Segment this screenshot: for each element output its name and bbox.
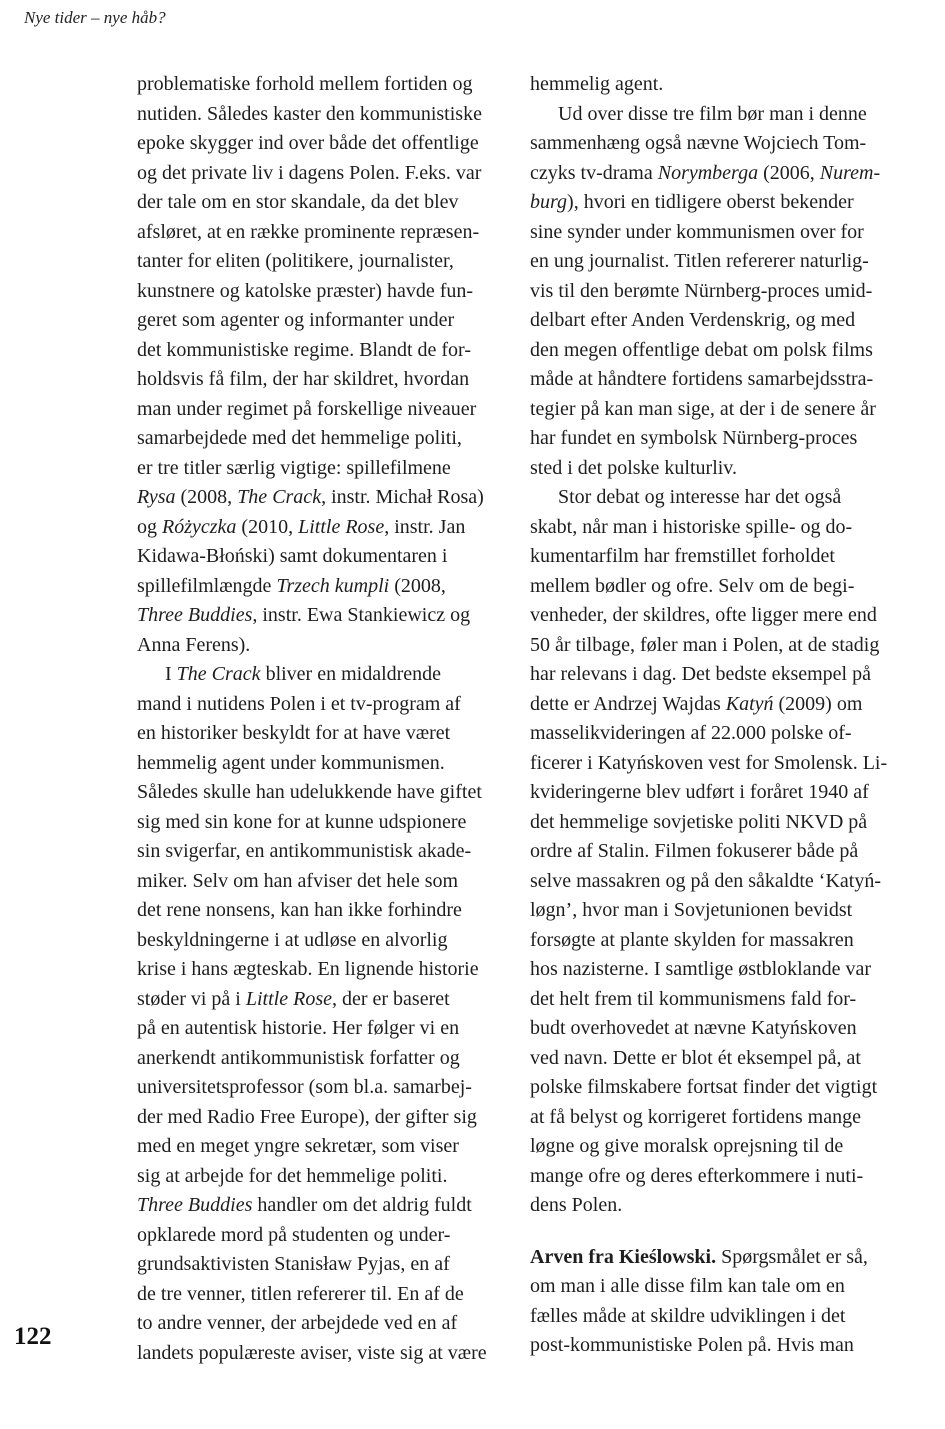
film-title: Three Buddies	[137, 604, 253, 626]
text-line: venheder, der skildres, ofte ligger mere end	[530, 604, 877, 626]
text-line: en historiker beskyldt for at have været	[137, 722, 451, 744]
film-title: Nurem-	[819, 161, 881, 184]
text-line: spillefilmlængde Trzech kumpli (2008,	[137, 574, 446, 597]
text-line: en ung journalist. Titlen refererer naturlig-	[530, 250, 869, 272]
text-line: I The Crack bliver en midaldrende	[165, 663, 442, 685]
film-title: Little Rose	[245, 987, 332, 1010]
text-line: Three Buddies handler om det aldrig fuldt	[137, 1194, 472, 1216]
text-line: skabt, når man i historiske spille- og do-	[530, 515, 853, 538]
text-line: Rysa (2008, The Crack, instr. Michał Rosa)	[137, 486, 484, 508]
text-line: de tre venner, titlen refererer til. En af de	[137, 1282, 464, 1305]
text-line: med en meget yngre sekretær, som viser	[137, 1135, 459, 1157]
text-line: to andre venner, der arbejdede ved en af	[137, 1312, 458, 1334]
text-line: 50 år tilbage, føler man i Polen, at de stadig	[530, 633, 880, 656]
text-line: den megen offentlige debat om polsk films	[530, 338, 873, 361]
text-line: fælles måde at skildre udviklingen i det	[530, 1304, 846, 1327]
text-line: sine synder under kommunismen over for	[530, 220, 864, 243]
text-line: epoke skygger ind over både det offentlige	[137, 132, 479, 154]
text-line: problematiske forhold mellem fortiden og	[137, 73, 473, 95]
text-line: landets populæreste aviser, viste sig at være	[137, 1341, 487, 1364]
text-line: Three Buddies, instr. Ewa Stankiewicz og	[137, 604, 471, 626]
text-line: det rene nonsens, kan han ikke forhindre	[137, 899, 462, 921]
text-line: polske filmskabere fortsat finder det vigtigt	[530, 1076, 878, 1098]
text-line: sig med sin kone for at kunne udspionere	[137, 810, 467, 833]
text-line: løgne og give moralsk oprejsning til de	[530, 1135, 844, 1157]
text-line: der tale om en stor skandale, da det blev	[137, 191, 459, 213]
text-line: tanter for eliten (politikere, journalister,	[137, 250, 454, 272]
text-line: sted i det polske kulturliv.	[530, 456, 738, 479]
text-line: geret som agenter og informanter under	[137, 309, 455, 331]
text-line: holdsvis få film, der har skildret, hvordan	[137, 368, 470, 390]
text-line: hemmelig agent under kommunismen.	[137, 751, 445, 774]
text-line: støder vi på i Little Rose, der er baseret	[137, 987, 450, 1010]
text-line: det hemmelige sovjetiske politi NKVD på	[530, 810, 868, 833]
page-number: 122	[14, 1323, 52, 1350]
film-title: Norymberga	[657, 161, 759, 184]
text-line: Således skulle han udelukkende have giftet	[137, 781, 482, 803]
paragraph	[137, 660, 504, 1368]
text-line: burg), hvori en tidligere oberst bekender	[530, 191, 854, 213]
text-line: post-kommunistiske Polen på. Hvis man	[530, 1334, 854, 1356]
text-line: budt overhovedet at nævne Katyńskoven	[530, 1017, 857, 1039]
text-line: beskyldningerne i at udløse en alvorlig	[137, 928, 448, 951]
text-line: på en autentisk historie. Her følger vi en	[137, 1017, 460, 1039]
text-line: Anna Ferens).	[137, 633, 251, 656]
text-line: forsøgte at plante skylden for massakren	[530, 928, 854, 951]
text-line: universitetsprofessor (som bl.a. samarbej-	[137, 1076, 472, 1098]
text-line: sammenhæng også nævne Wojciech Tom-	[530, 132, 867, 154]
text-line: hemmelig agent.	[530, 73, 664, 95]
text-line: er tre titler særlig vigtige: spillefilmene	[137, 456, 451, 479]
film-title: Three Buddies	[137, 1194, 253, 1216]
text-line: ordre af Stalin. Filmen fokuserer både på	[530, 840, 859, 862]
running-header: Nye tider – nye håb?	[24, 8, 166, 27]
text-line: sig at arbejde for det hemmelige politi.	[137, 1164, 448, 1187]
text-line: og Różyczka (2010, Little Rose, instr. Jan	[137, 515, 466, 538]
text-line: nutiden. Således kaster den kommunistiske	[137, 102, 482, 125]
text-line: masselikvideringen af 22.000 polske of-	[530, 722, 852, 744]
text-line: delbart efter Anden Verdenskrig, og med	[530, 309, 856, 331]
film-title: Katyń	[725, 692, 774, 715]
text-line: det kommunistiske regime. Blandt de for-	[137, 338, 471, 361]
text-line: hos nazisterne. I samtlige østbloklande var	[530, 958, 872, 980]
text-line: czyks tv-drama Norymberga (2006, Nurem-	[530, 161, 881, 184]
text-line: opklarede mord på studenten og under-	[137, 1223, 451, 1246]
text-line: Stor debat og interesse har det også	[558, 486, 842, 508]
text-line: har relevans i dag. Det bedste eksempel på	[530, 663, 871, 685]
film-title: Trzech kumpli	[276, 574, 390, 597]
text-line: at få belyst og korrigeret fortidens mange	[530, 1105, 861, 1128]
text-line: tegier på kan man sige, at der i de senere år	[530, 397, 876, 420]
text-line: mange ofre og deres efterkommere i nuti-	[530, 1164, 864, 1187]
text-line: krise i hans ægteskab. En lignende historie	[137, 958, 479, 980]
film-title: Little Rose	[298, 515, 385, 538]
text-line: miker. Selv om han afviser det hele som	[137, 869, 459, 892]
text-line: ficerer i Katyńskoven vest for Smolensk. Li-	[530, 751, 888, 774]
text-line: mand i nutidens Polen i et tv-program af	[137, 692, 461, 715]
text-line: samarbejdede med det hemmelige politi,	[137, 427, 462, 449]
film-title: The Crack	[237, 486, 322, 508]
text-line: løgn’, hvor man i Sovjetunionen bevidst	[530, 899, 853, 921]
text-line: selve massakren og på den såkaldte ‘Katyń-	[530, 869, 881, 892]
text-line: sin svigerfar, en antikommunistisk akade-	[137, 840, 472, 862]
text-line: kvideringerne blev udført i foråret 1940 af	[530, 781, 869, 803]
text-line: vis til den berømte Nürnberg-proces umid-	[530, 279, 873, 302]
text-line: anerkendt antikommunistisk forfatter og	[137, 1046, 460, 1069]
text-line: det helt frem til kommunismens fald for-	[530, 987, 857, 1010]
text-line: afsløret, at en række prominente repræsen-	[137, 220, 480, 243]
film-title: burg	[530, 191, 568, 213]
text-line: Arven fra Kieślowski. Spørgsmålet er så,	[530, 1245, 868, 1268]
text-line: ved navn. Dette er blot ét eksempel på, at	[530, 1046, 861, 1069]
film-title: Różyczka	[162, 515, 237, 538]
text-line: har fundet en symbolsk Nürnberg-proces	[530, 427, 858, 449]
paragraph	[530, 1243, 904, 1361]
text-line: om man i alle disse film kan tale om en	[530, 1275, 845, 1297]
text-line: og det private liv i dagens Polen. F.eks. var	[137, 161, 482, 184]
text-line: man under regimet på forskellige niveauer	[137, 397, 477, 420]
film-title: Rysa	[137, 486, 176, 508]
paragraph	[530, 100, 904, 484]
text-line: mellem bødler og ofre. Selv om de begi-	[530, 574, 855, 597]
paragraph	[530, 483, 904, 1221]
text-line: måde at håndtere fortidens samarbejdsstra-	[530, 368, 874, 390]
section-heading: Arven fra Kieślowski.	[530, 1245, 717, 1268]
text-line: grundsaktivisten Stanisław Pyjas, en af	[137, 1253, 450, 1275]
left-column	[137, 70, 504, 1368]
text-line: dens Polen.	[530, 1194, 623, 1216]
paragraph-gap	[530, 1221, 904, 1243]
paragraph	[137, 70, 504, 660]
text-line: Kidawa-Błoński) samt dokumentaren i	[137, 545, 448, 567]
right-column	[530, 70, 904, 1361]
paragraph	[530, 70, 904, 100]
text-line: Ud over disse tre film bør man i denne	[558, 102, 867, 125]
text-line: der med Radio Free Europe), der gifter sig	[137, 1105, 477, 1128]
text-line: kunstnere og katolske præster) havde fun-	[137, 279, 474, 302]
film-title: The Crack	[176, 663, 261, 685]
text-line: kumentarfilm har fremstillet forholdet	[530, 545, 835, 567]
text-line: dette er Andrzej Wajdas Katyń (2009) om	[530, 692, 863, 715]
